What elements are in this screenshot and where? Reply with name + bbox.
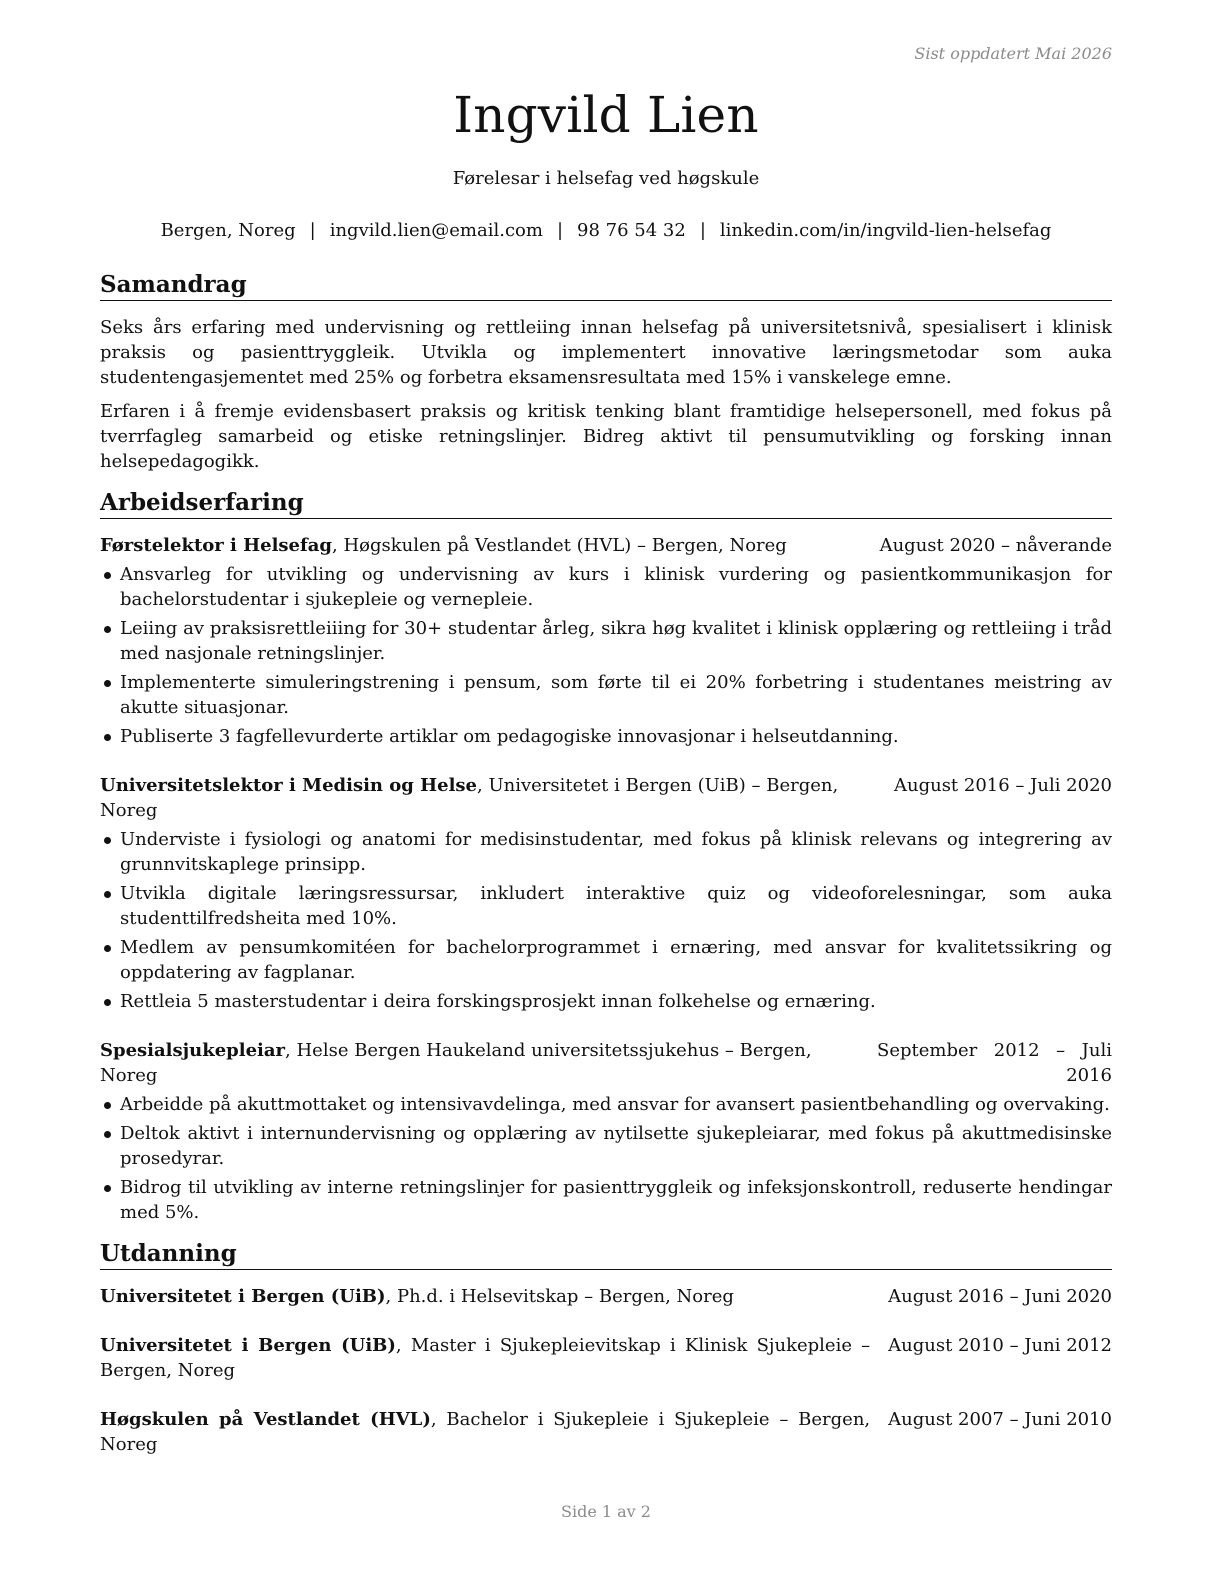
experience-section [100,488,1112,1225]
education-line [100,1407,888,1457]
education-dates: August 2016 – Juni 2020 [888,1286,1112,1307]
job-dates: September 2012 – Juli 2016 [877,1040,1112,1086]
job-header [100,1038,1112,1088]
job-entry [100,1038,1112,1225]
job-org: , Universitetet i Bergen (UiB) – Bergen, Noreg [100,775,839,821]
job-role-line [100,533,880,558]
person-name: Ingvild Lien [453,86,759,144]
resume-content [100,270,1112,1481]
job-org: , Høgskulen på Vestlandet (HVL) – Bergen, Noreg [332,535,787,556]
education-section [100,1239,1112,1457]
job-role: Spesialsjukepleiar [100,1040,286,1061]
job-role: Universitetslektor i Medisin og Helse [100,775,478,796]
job-entry [100,533,1112,749]
education-school: Universitetet i Bergen (UiB) [100,1335,396,1356]
education-entry [100,1333,1112,1383]
job-bullet: Arbeidde på akuttmottaket og intensivavdelinga, med ansvar for avansert pasientbehandling og overvaking. [100,1092,1112,1117]
job-bullet: Leiing av praksisrettleiiing for 30+ studentar årleg, sikra høg kvalitet i klinisk opplæring og rettleiing i tråd med nasjonale retningslinjer. [100,616,1112,666]
section-title-education: Utdanning [100,1239,1112,1270]
education-school: Universitetet i Bergen (UiB) [100,1286,386,1307]
contact-email[interactable]: ingvild.lien@email.com [329,220,543,241]
job-role-line [100,1038,877,1088]
contact-separator: | [699,220,706,241]
job-org: , Helse Bergen Haukeland universitetssjukehus – Bergen, Noreg [100,1040,812,1086]
job-role: Førstelektor i Helsefag [100,535,332,556]
job-bullet: Utvikla digitale læringsressursar, inkludert interaktive quiz og videoforelesningar, som auka studenttilfredsheita med 10%. [100,881,1112,931]
job-bullets [100,1092,1112,1225]
job-bullets [100,562,1112,749]
job-bullet: Deltok aktivt i internundervisning og opplæring av nytilsette sjukepleiarar, med fokus på akuttmedisinske prosedyrar. [100,1121,1112,1171]
education-dates: August 2010 – Juni 2012 [888,1335,1112,1356]
education-dates: August 2007 – Juni 2010 [888,1409,1112,1430]
education-entry [100,1407,1112,1457]
job-bullet: Publiserte 3 fagfellevurderte artiklar om pedagogiske innovasjonar i helseutdanning. [100,724,1112,749]
job-bullet: Rettleia 5 masterstudentar i deira forskingsprosjekt innan folkehelse og ernæring. [100,989,1112,1014]
contact-line [100,220,1112,241]
page-number: Side 1 av 2 [561,1502,651,1521]
contact-linkedin[interactable]: linkedin.com/in/ingvild-lien-helsefag [719,220,1052,241]
education-line [100,1333,888,1383]
contact-phone: 98 76 54 32 [577,220,686,241]
job-dates: August 2020 – nåverande [879,535,1112,556]
education-detail: , Bachelor i Sjukepleie i Sjukepleie – Bergen, Noreg [100,1409,871,1455]
summary-paragraph: Seks års erfaring med undervisning og rettleiing innan helsefag på universitetsnivå, spesialisert i klinisk praksis og pasienttryggleik. Utvikla og implementert innovative læringsmetodar som auka studentengasjementet med 25% og forbetra eksamensresultata med 15% i vanskelege emne. [100,317,1112,388]
job-bullet: Underviste i fysiologi og anatomi for medisinstudentar, med fokus på klinisk relevans og integrering av grunnvitskaplege prinsipp. [100,827,1112,877]
job-bullets [100,827,1112,1014]
last-updated: Sist oppdatert Mai 2026 [914,44,1112,63]
job-header [100,533,1112,558]
job-bullet: Bidrog til utvikling av interne retningslinjer for pasienttryggleik og infeksjonskontroll, reduserte hendingar med 5%. [100,1175,1112,1225]
education-entry [100,1284,1112,1309]
contact-separator: | [309,220,316,241]
job-entry [100,773,1112,1014]
resume-page [100,0,1112,1584]
education-line [100,1284,888,1309]
section-title-summary: Samandrag [100,270,1112,301]
education-school: Høgskulen på Vestlandet (HVL) [100,1409,431,1430]
job-title: Førelesar i helsefag ved høgskule [452,168,760,189]
education-detail: , Master i Sjukepleievitskap i Klinisk Sjukepleie – Bergen, Noreg [100,1335,871,1381]
contact-separator: | [556,220,564,241]
job-header [100,773,1112,823]
summary-section [100,270,1112,474]
section-title-experience: Arbeidserfaring [100,488,1112,519]
job-bullet: Ansvarleg for utvikling og undervisning av kurs i klinisk vurdering og pasientkommunikasjon for bachelorstudentar i sjukepleie og vernepleie. [100,562,1112,612]
contact-location: Bergen, Noreg [160,220,296,241]
job-dates: August 2016 – Juli 2020 [893,775,1112,796]
job-bullet: Implementerte simuleringstrening i pensum, som førte til ei 20% forbetring i studentanes meistring av akutte situasjonar. [100,670,1112,720]
job-bullet: Medlem av pensumkomitéen for bachelorprogrammet i ernæring, med ansvar for kvalitetssikring og oppdatering av fagplanar. [100,935,1112,985]
job-role-line [100,773,894,823]
education-detail: , Ph.d. i Helsevitskap – Bergen, Noreg [385,1286,734,1307]
summary-paragraph: Erfaren i å fremje evidensbasert praksis og kritisk tenking blant framtidige helsepersonell, med fokus på tverrfagleg samarbeid og etiske retningslinjer. Bidreg aktivt til pensumutvikling og forsking innan helsepedagogikk. [100,401,1112,472]
